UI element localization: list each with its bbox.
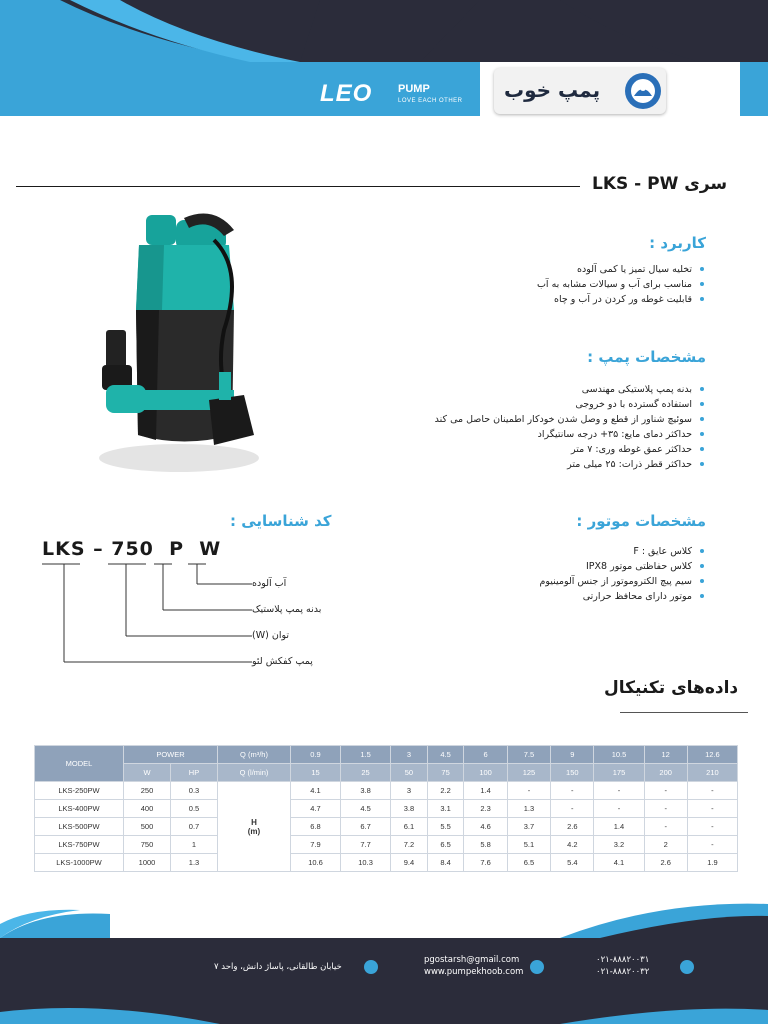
head-cell: 2.3 xyxy=(464,800,507,818)
q-lmin-cell: 150 xyxy=(551,764,594,782)
head-cell: 4.1 xyxy=(291,782,341,800)
q-m3h-cell: 1.5 xyxy=(341,746,391,764)
head-unit: (m) xyxy=(247,826,261,836)
q-lmin-cell: 50 xyxy=(391,764,428,782)
head-cell: 5.4 xyxy=(551,854,594,872)
head-cell: 2.6 xyxy=(551,818,594,836)
usage-title: کاربرد : xyxy=(649,234,706,252)
id-code-label-lks: پمپ کفکش لئو xyxy=(252,656,313,667)
head-cell: 3.1 xyxy=(427,800,464,818)
head-cell: - xyxy=(644,800,687,818)
series-divider xyxy=(16,186,580,187)
head-cell: 6.5 xyxy=(507,854,550,872)
technical-divider xyxy=(620,712,748,713)
head-cell: 4.2 xyxy=(551,836,594,854)
table-row xyxy=(35,854,738,872)
footer-bottom-swoosh xyxy=(0,1000,768,1024)
head-cell: 2 xyxy=(644,836,687,854)
head-cell: 4.5 xyxy=(341,800,391,818)
head-cell: - xyxy=(594,800,644,818)
hp-cell: 1 xyxy=(171,836,218,854)
head-cell: 7.6 xyxy=(464,854,507,872)
head-cell: 6.5 xyxy=(427,836,464,854)
w-cell: 750 xyxy=(124,836,171,854)
list-item: کلاس عایق : F xyxy=(446,544,706,559)
footer-address: خیابان طالقانی، پاساژ دانش، واحد ۷ xyxy=(214,962,342,972)
head-label: H xyxy=(251,817,257,827)
w-header: W xyxy=(124,764,171,782)
hp-cell: 1.3 xyxy=(171,854,218,872)
id-code-title: کد شناسایی : xyxy=(230,512,332,530)
head-cell: 5.5 xyxy=(427,818,464,836)
list-item: کلاس حفاظتی موتور IPX8 xyxy=(446,559,706,574)
footer-phone-2[interactable]: ۰۲۱-۸۸۸۲۰۰۳۲ xyxy=(596,967,650,977)
head-cell: 3.8 xyxy=(341,782,391,800)
head-cell: - xyxy=(644,782,687,800)
hp-header: HP xyxy=(171,764,218,782)
brand-name: پمپ خوب xyxy=(504,78,601,102)
head-cell: 8.4 xyxy=(427,854,464,872)
model-cell: LKS-1000PW xyxy=(35,854,124,872)
q-m3h-cell: 12.6 xyxy=(687,746,737,764)
phone-icon xyxy=(680,960,694,974)
q-m3h-cell: 9 xyxy=(551,746,594,764)
w-cell: 500 xyxy=(124,818,171,836)
head-cell: 5.8 xyxy=(464,836,507,854)
list-item: قابلیت غوطه ور کردن در آب و چاه xyxy=(406,292,706,307)
head-cell: 10.6 xyxy=(291,854,341,872)
head-cell: 1.9 xyxy=(687,854,737,872)
q-m3h-cell: 3 xyxy=(391,746,428,764)
hp-cell: 0.7 xyxy=(171,818,218,836)
q-m3h-header: Q (m³/h) xyxy=(218,746,291,764)
list-item: حداکثر قطر ذرات: ۲۵ میلی متر xyxy=(366,457,706,472)
brand-logo-icon xyxy=(624,72,662,110)
list-item: مناسب برای آب و سیالات مشابه به آب xyxy=(406,277,706,292)
list-item: تخلیه سیال تمیز یا کمی آلوده xyxy=(406,262,706,277)
location-icon xyxy=(364,960,378,974)
motor-specs-list xyxy=(446,544,706,604)
usage-list xyxy=(406,262,706,307)
head-cell: - xyxy=(551,782,594,800)
q-lmin-cell: 125 xyxy=(507,764,550,782)
leo-logo-text: LEO xyxy=(320,80,373,107)
model-cell: LKS-250PW xyxy=(35,782,124,800)
id-code-diagram xyxy=(40,560,260,670)
power-header: POWER xyxy=(124,746,218,764)
table-row xyxy=(35,818,738,836)
w-cell: 400 xyxy=(124,800,171,818)
head-cell: 4.1 xyxy=(594,854,644,872)
q-lmin-cell: 210 xyxy=(687,764,737,782)
pump-specs-title: مشخصات پمپ : xyxy=(587,348,706,366)
head-cell: - xyxy=(687,836,737,854)
head-cell: - xyxy=(551,800,594,818)
q-lmin-cell: 200 xyxy=(644,764,687,782)
id-code-label-w: آب آلوده xyxy=(252,578,287,589)
q-lmin-header: Q (l/min) xyxy=(218,764,291,782)
head-cell: - xyxy=(687,782,737,800)
model-cell: LKS-750PW xyxy=(35,836,124,854)
head-cell: 2.2 xyxy=(427,782,464,800)
id-code: LKS – 750 P W xyxy=(42,538,222,560)
q-lmin-cell: 25 xyxy=(341,764,391,782)
q-m3h-cell: 7.5 xyxy=(507,746,550,764)
list-item: سیم پیچ الکتروموتور از جنس آلومینیوم xyxy=(446,574,706,589)
head-cell: 4.7 xyxy=(291,800,341,818)
head-cell: 10.3 xyxy=(341,854,391,872)
q-m3h-cell: 10.5 xyxy=(594,746,644,764)
list-item: سوئیچ شناور از قطع و وصل شدن خودکار اطمینان حاصل می کند xyxy=(366,412,706,427)
email-icon xyxy=(530,960,544,974)
footer-phone-1[interactable]: ۰۲۱-۸۸۸۲۰۰۳۱ xyxy=(596,955,650,965)
head-cell: 1.4 xyxy=(464,782,507,800)
head-cell: 6.8 xyxy=(291,818,341,836)
head-label-cell xyxy=(218,782,291,872)
technical-table xyxy=(34,745,738,872)
model-cell: LKS-400PW xyxy=(35,800,124,818)
head-cell: 1.4 xyxy=(594,818,644,836)
leo-logo-pump: PUMP xyxy=(398,83,430,95)
head-cell: 7.9 xyxy=(291,836,341,854)
q-lmin-cell: 100 xyxy=(464,764,507,782)
id-code-label-p: بدنه پمپ پلاستیک xyxy=(252,604,322,615)
head-cell: 3.7 xyxy=(507,818,550,836)
model-header: MODEL xyxy=(35,746,124,782)
head-cell: 6.1 xyxy=(391,818,428,836)
list-item: حداکثر عمق غوطه وری: ۷ متر xyxy=(366,442,706,457)
q-lmin-cell: 175 xyxy=(594,764,644,782)
footer-website[interactable]: www.pumpekhoob.com xyxy=(424,967,524,977)
head-cell: 7.7 xyxy=(341,836,391,854)
head-cell: 1.3 xyxy=(507,800,550,818)
table-row xyxy=(35,836,738,854)
head-cell: 3 xyxy=(391,782,428,800)
pump-image xyxy=(84,200,274,480)
hp-cell: 0.5 xyxy=(171,800,218,818)
head-cell: 2.6 xyxy=(644,854,687,872)
q-m3h-cell: 12 xyxy=(644,746,687,764)
hp-cell: 0.3 xyxy=(171,782,218,800)
list-item: بدنه پمپ پلاستیکی مهندسی xyxy=(366,382,706,397)
head-cell: 3.8 xyxy=(391,800,428,818)
head-cell: - xyxy=(594,782,644,800)
head-cell: 4.6 xyxy=(464,818,507,836)
technical-title: داده‌های تکنیکال xyxy=(604,678,739,698)
head-cell: 9.4 xyxy=(391,854,428,872)
series-title: سری LKS - PW xyxy=(592,174,728,194)
model-cell: LKS-500PW xyxy=(35,818,124,836)
pump-specs-list xyxy=(366,382,706,472)
head-cell: - xyxy=(687,818,737,836)
head-cell: 7.2 xyxy=(391,836,428,854)
table-row xyxy=(35,782,738,800)
q-lmin-cell: 75 xyxy=(427,764,464,782)
q-m3h-cell: 0.9 xyxy=(291,746,341,764)
head-cell: 5.1 xyxy=(507,836,550,854)
head-cell: 6.7 xyxy=(341,818,391,836)
q-lmin-cell: 15 xyxy=(291,764,341,782)
head-cell: - xyxy=(644,818,687,836)
q-m3h-cell: 4.5 xyxy=(427,746,464,764)
list-item: حداکثر دمای مایع: ۳۵+ درجه سانتیگراد xyxy=(366,427,706,442)
head-cell: - xyxy=(507,782,550,800)
q-m3h-cell: 6 xyxy=(464,746,507,764)
footer-email[interactable]: pgostarsh@gmail.com xyxy=(424,955,520,965)
id-code-label-power: توان (W) xyxy=(252,630,290,641)
motor-specs-title: مشخصات موتور : xyxy=(576,512,706,530)
w-cell: 250 xyxy=(124,782,171,800)
table-row xyxy=(35,800,738,818)
head-cell: - xyxy=(687,800,737,818)
list-item: موتور دارای محافظ حرارتی xyxy=(446,589,706,604)
leo-logo-tagline: LOVE EACH OTHER xyxy=(398,98,463,104)
w-cell: 1000 xyxy=(124,854,171,872)
head-cell: 3.2 xyxy=(594,836,644,854)
list-item: استفاده گسترده با دو خروجی xyxy=(366,397,706,412)
